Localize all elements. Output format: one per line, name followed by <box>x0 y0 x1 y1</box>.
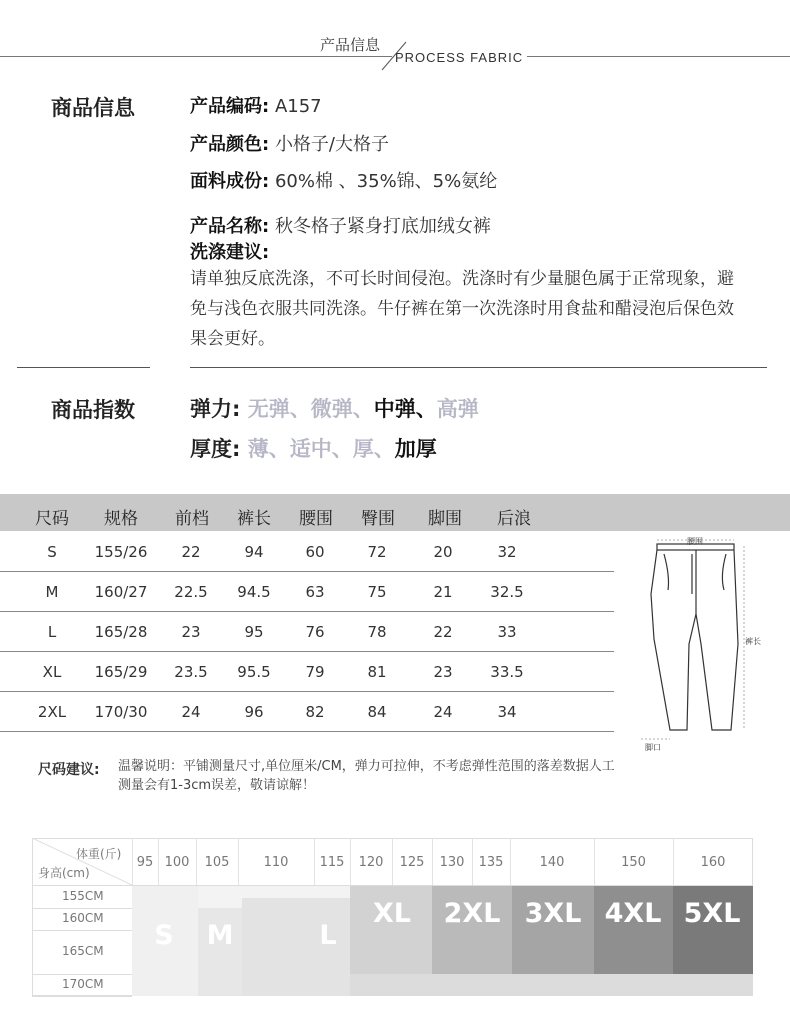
height-value: 170CM <box>62 977 104 991</box>
size-value-cell: 95.5 <box>237 663 271 681</box>
thickness-label: 厚度: <box>190 437 241 461</box>
size-zone-label: 3XL <box>524 898 582 929</box>
size-header-cell: 规格 <box>104 509 138 529</box>
size-value-cell: 96 <box>244 703 264 721</box>
thickness-option-selected: 加厚 <box>394 437 437 461</box>
size-header-cell: 尺码 <box>35 509 69 529</box>
size-value-cell: 24 <box>181 703 201 721</box>
size-value-cell: 34 <box>497 703 517 721</box>
fabric-value: 60%棉 、35%锦、5%氨纶 <box>274 171 498 192</box>
weight-value: 95 <box>136 855 154 870</box>
size-value-cell: 32 <box>497 543 517 561</box>
size-value-cell: 76 <box>305 623 325 641</box>
size-value-cell: 33 <box>497 623 517 641</box>
height-axis-label: 身高(cm) <box>38 866 90 880</box>
diagram-hem-label: 脚口 <box>645 743 661 752</box>
weight-column-divider <box>158 838 159 885</box>
product-code-row <box>190 92 322 118</box>
wash-text: 请单独反底洗涤，不可长时间侵泡。洗涤时有少量腿色属于正常现象，避免与浅色衣服共同洗涤。牛仔裤在第一次洗涤时用食盐和醋浸泡后保色效果会更好。 <box>190 269 734 349</box>
size-zone-label: 4XL <box>604 898 662 929</box>
size-header-cell: 前档 <box>175 509 209 529</box>
size-row-divider <box>0 731 614 732</box>
size-value-cell: 160/27 <box>94 583 148 601</box>
size-value-cell: 75 <box>367 583 387 601</box>
fabric-label: 面料成份: <box>190 171 270 192</box>
weight-value: 125 <box>399 855 425 870</box>
elastic-option: 无弹、 <box>247 397 311 421</box>
product-name-value: 秋冬格子紧身打底加绒女裤 <box>274 216 491 237</box>
size-value-cell: 165/29 <box>94 663 148 681</box>
size-row-divider <box>0 611 614 612</box>
size-value-cell: 22 <box>433 623 453 641</box>
header-title-en: PROCESS FABRIC <box>395 50 524 65</box>
weight-value: 135 <box>478 855 504 870</box>
size-row-divider <box>0 691 614 692</box>
wash-label-row <box>190 238 269 264</box>
elastic-option: 微弹、 <box>310 397 374 421</box>
size-value-cell: 94 <box>244 543 264 561</box>
product-code-label: 产品编码: <box>190 96 270 117</box>
product-code-value: A157 <box>274 96 322 117</box>
size-value-cell: 78 <box>367 623 387 641</box>
size-value-cell: 23.5 <box>174 663 208 681</box>
size-value-cell: 72 <box>367 543 387 561</box>
elastic-label: 弹力: <box>190 397 241 421</box>
weight-value: 130 <box>439 855 465 870</box>
size-zone-label: S <box>154 920 174 951</box>
size-zone-label: 5XL <box>683 898 741 929</box>
size-value-cell: 32.5 <box>490 583 524 601</box>
size-zone-base <box>350 974 753 996</box>
diagram-waist-label: 腰围 <box>687 537 703 546</box>
size-header-cell: 脚围 <box>428 509 462 529</box>
header-line-left <box>0 56 392 57</box>
header-line-right <box>527 56 790 57</box>
thickness-row <box>190 433 437 463</box>
weight-column-divider <box>432 838 433 885</box>
size-value-cell: 165/28 <box>94 623 148 641</box>
divider-left <box>17 367 150 368</box>
size-value-cell: 155/26 <box>94 543 148 561</box>
weight-value: 160 <box>700 855 726 870</box>
fabric-row <box>190 167 497 193</box>
height-row-divider <box>32 930 132 931</box>
elastic-option-selected: 中弹、 <box>373 397 437 421</box>
size-value-cell: 22 <box>181 543 201 561</box>
product-color-row <box>190 130 389 156</box>
size-value-cell: 79 <box>305 663 325 681</box>
diagram-length-label: 裤长 <box>745 637 761 646</box>
size-value-cell: 33.5 <box>490 663 524 681</box>
size-advice-label: 尺码建议: <box>38 762 100 778</box>
product-color-label: 产品颜色: <box>190 134 270 155</box>
height-row-divider <box>32 974 132 975</box>
weight-value: 100 <box>164 855 190 870</box>
thickness-option: 厚、 <box>352 437 395 461</box>
weight-column-divider <box>238 838 239 885</box>
product-name-row <box>190 212 491 238</box>
size-value-cell: 95 <box>244 623 264 641</box>
weight-value: 110 <box>263 855 289 870</box>
size-value-cell: 22.5 <box>174 583 208 601</box>
size-value-cell: 24 <box>433 703 453 721</box>
weight-value: 150 <box>621 855 646 870</box>
height-row-divider <box>32 908 132 909</box>
pants-diagram <box>634 534 769 754</box>
size-zone-label: XL <box>372 898 412 929</box>
size-header-cell: 腰围 <box>299 509 333 529</box>
weight-column-divider <box>594 838 595 885</box>
size-zone-label: 2XL <box>443 898 501 929</box>
size-header-cell: 臀围 <box>361 509 395 529</box>
header-title-cn: 产品信息 <box>320 36 381 54</box>
size-value-cell: 94.5 <box>237 583 271 601</box>
weight-column-divider <box>350 838 351 885</box>
size-row-divider <box>0 571 614 572</box>
weight-height-chart <box>32 838 753 996</box>
weight-column-divider <box>132 838 133 885</box>
height-value: 160CM <box>62 911 104 925</box>
weight-value: 140 <box>539 855 565 870</box>
size-value-cell: 20 <box>433 543 453 561</box>
thickness-option: 薄、 <box>247 437 290 461</box>
thickness-option: 适中、 <box>289 437 353 461</box>
pants-outline-icon <box>651 544 738 730</box>
size-value-cell: 81 <box>367 663 387 681</box>
size-code-cell: 2XL <box>37 703 67 721</box>
elastic-row <box>190 393 479 423</box>
weight-column-divider <box>673 838 674 885</box>
size-row-divider <box>0 651 614 652</box>
size-zone-label: M <box>206 920 234 951</box>
weight-column-divider <box>314 838 315 885</box>
height-value: 165CM <box>62 944 104 958</box>
size-code-cell: S <box>47 543 57 561</box>
height-row-divider <box>32 996 132 997</box>
weight-column-divider <box>472 838 473 885</box>
product-info-title: 商品信息 <box>51 96 135 120</box>
size-value-cell: 82 <box>305 703 325 721</box>
size-code-cell: L <box>47 623 57 641</box>
weight-axis-label: 体重(斤) <box>76 847 122 861</box>
weight-column-divider <box>510 838 511 885</box>
size-value-cell: 23 <box>181 623 201 641</box>
size-value-cell: 21 <box>433 583 453 601</box>
size-code-cell: XL <box>42 663 62 681</box>
size-zone-label: L <box>319 920 337 951</box>
size-code-cell: M <box>45 583 59 601</box>
size-advice-text: 温馨说明：平铺测量尺寸,单位厘米/CM，弹力可拉伸，不考虑弹性范围的落差数据人工测量会有1-3cm误差，敬请谅解！ <box>118 759 615 793</box>
weight-column-divider <box>196 838 197 885</box>
product-name-label: 产品名称: <box>190 216 270 237</box>
height-value: 155CM <box>62 888 104 903</box>
size-value-cell: 23 <box>433 663 453 681</box>
size-value-cell: 170/30 <box>94 703 148 721</box>
divider-right <box>190 367 767 368</box>
weight-value: 120 <box>358 855 384 870</box>
size-header-cell: 裤长 <box>237 509 271 529</box>
product-index-title: 商品指数 <box>51 398 135 422</box>
product-color-value: 小格子/大格子 <box>274 134 390 155</box>
wash-label: 洗涤建议: <box>190 242 270 263</box>
weight-value: 115 <box>319 855 345 870</box>
size-header-cell: 后浪 <box>497 509 531 529</box>
size-value-cell: 60 <box>305 543 325 561</box>
elastic-option: 高弹 <box>436 397 479 421</box>
size-value-cell: 84 <box>367 703 387 721</box>
weight-value: 105 <box>204 855 230 870</box>
size-value-cell: 63 <box>305 583 325 601</box>
weight-column-divider <box>392 838 393 885</box>
